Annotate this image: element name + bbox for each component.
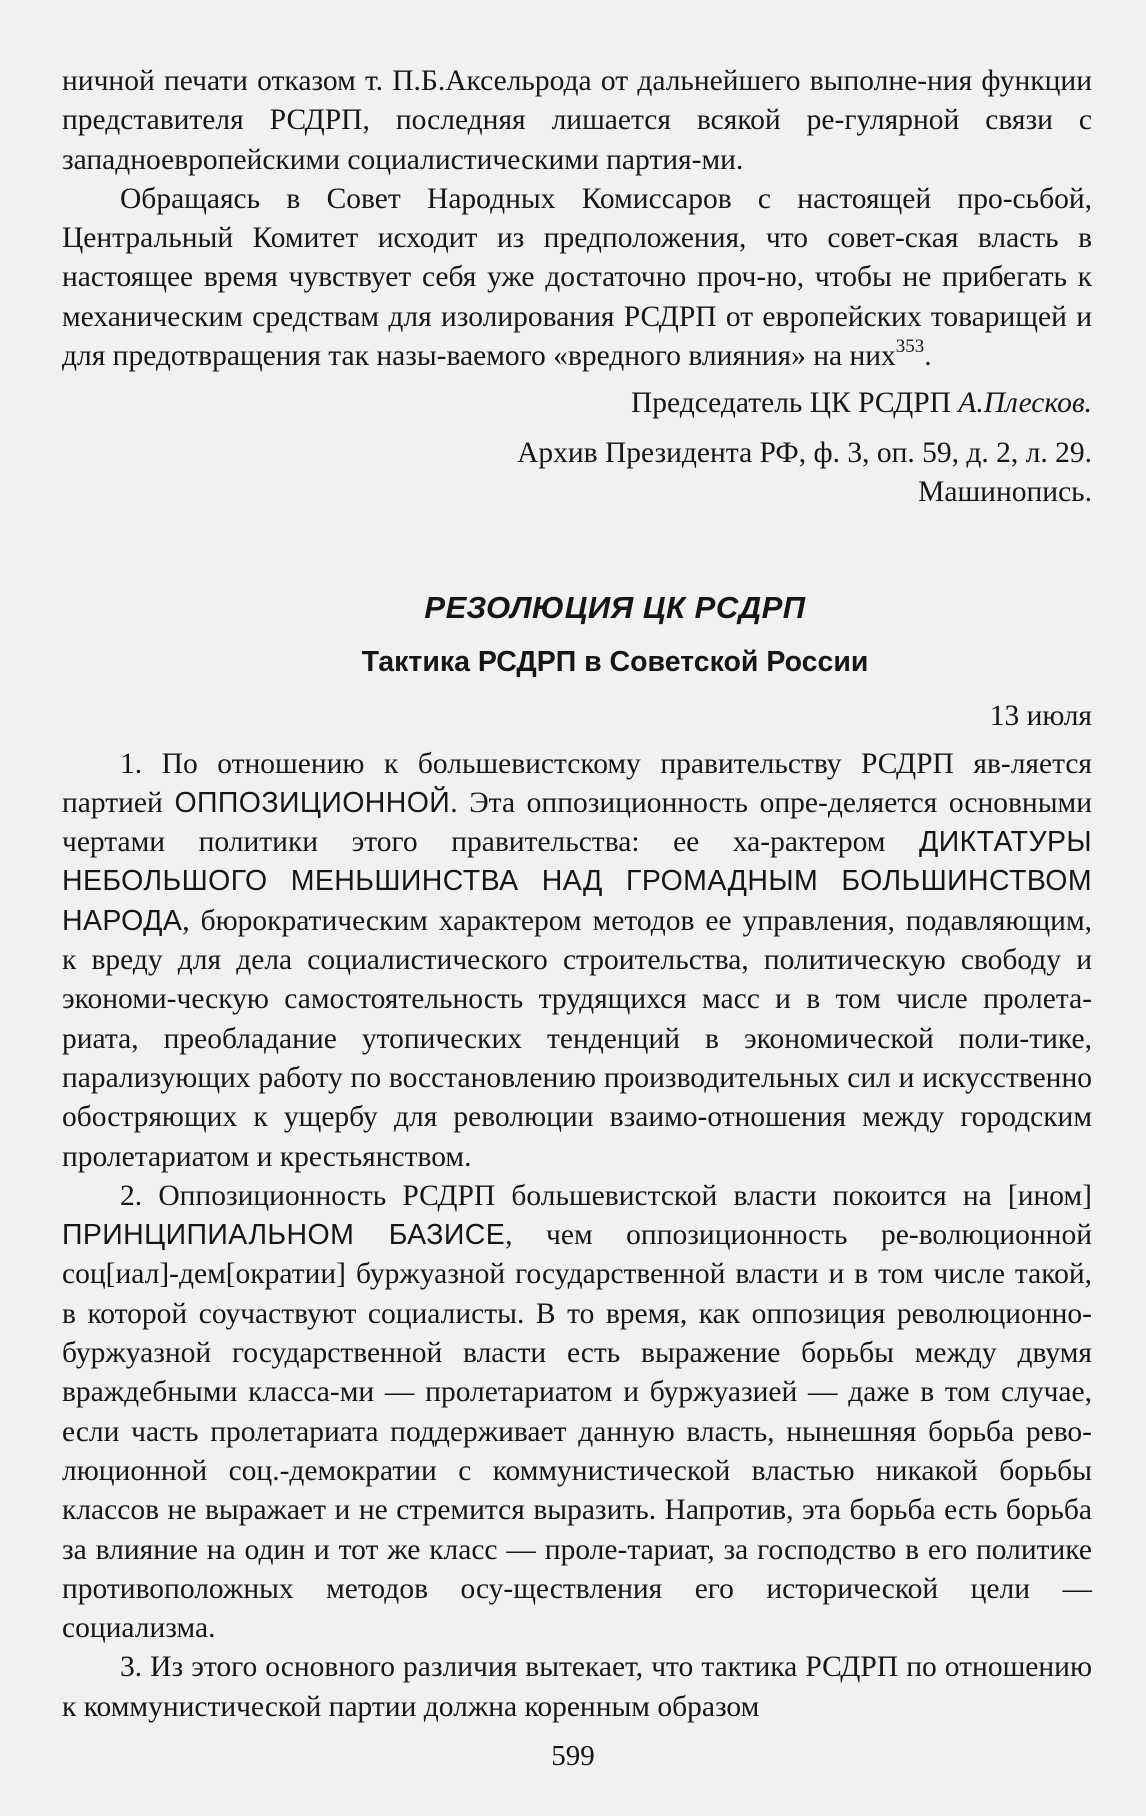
signature [62, 384, 1092, 423]
page-number: 599 [551, 1740, 595, 1772]
intro-paragraph-2 [62, 180, 1092, 376]
resolution-subtitle: Тактика РСДРП в Советской России [361, 646, 869, 679]
resolution-title: РЕЗОЛЮЦИЯ ЦК РСДРП [424, 590, 806, 626]
item-1-text-a: 1. По отношению к большевистскому правительству РСДРП яв-ляется партией [62, 747, 1092, 819]
signature-prefix: Председатель ЦК РСДРП [630, 387, 959, 420]
document-page [62, 62, 1092, 1727]
resolution-date: 13 июля [989, 700, 1092, 733]
archive-type: Машинопись. [918, 475, 1092, 508]
item-1-caps-2: ДИКТАТУРЫ НЕБОЛЬШОГО МЕНЬШИНСТВА НАД ГРОМАДНЫМ БОЛЬШИНСТВОМ НАРОДА [62, 826, 1092, 937]
item-1-text-c: , бюрократическим характером методов ее управления, подавляющим, к вреду для дела социалистического строительства, политическую свободу и экономи-ческую самостоятельность трудящихся масс и в том числе пролета-риата, преобладание утопических тенденций в экономической поли-тике, парализующих работу по восстановлению производительных сил и искусственно обостряющих к ущербу для революции взаимо-отношения между городским пролетариатом и крестьянством. [62, 904, 1092, 1173]
item-2-text-b: , чем оппозиционность ре-волюционной соц[иал]-дем[ократии] буржуазной государственной власти и в том числе такой, в которой соучаствуют социалисты. В то время, как оппозиция революционно-буржуазной государственной власти есть выражение борьбы между двумя враждебными класса-ми — пролетариатом и буржуазией — даже в том случае, если часть пролетариата поддерживает данную власть, нынешняя борьба рево-люционной соц.-демократии с коммунистической властью никакой борьбы классов не выражает и не стремится выразить. Напротив, эта борьба есть борьба за влияние на один и тот же класс — проле-тариат, за господство в его политике противоположных методов осу-ществления его исторической цели — социализма. [62, 1219, 1092, 1645]
intro-paragraph-1: ничной печати отказом т. П.Б.Аксельрода от дальнейшего выполне-ния функции представителя РСДРП, последняя лишается всякой ре-гулярной связи с западноевропейскими социалистическими партия-ми. [62, 65, 1092, 176]
item-1-text-b: . Эта оппозиционность опре-деляется основными чертами политики этого правительства: ее ха-рактером [62, 786, 1092, 859]
resolution-item-3: 3. Из этого основного различия вытекает, что тактика РСДРП по отношению к коммунистической партии должна коренным образом [62, 1651, 1092, 1723]
footnote-marker: 353 [895, 336, 925, 358]
resolution-item-2 [62, 1177, 1092, 1649]
intro-paragraph-2-end: . [924, 340, 932, 373]
intro-paragraph-2-text: Обращаясь в Совет Народных Комиссаров с настоящей про-сьбой, Центральный Комитет исходит из предположения, что совет-ская власть в настоящее время чувствует себя уже достаточно проч-но, чтобы не прибегать к механическим средствам для изолирования РСДРП от европейских товарищей и для предотвращения так назы-ваемого «вредного влияния» на них [62, 182, 1092, 373]
item-2-caps: ПРИНЦИПИАЛЬНОМ БАЗИСЕ [62, 1219, 506, 1252]
item-1-caps-1: ОППОЗИЦИОННОЙ [174, 786, 451, 819]
archive-reference: Архив Президента РФ, ф. 3, оп. 59, д. 2, л. 29. [517, 436, 1092, 469]
signature-name: А.Плесков. [958, 387, 1092, 420]
resolution-item-1 [62, 745, 1092, 1177]
item-2-text-a: 2. Оппозиционность РСДРП большевистской власти покоится на [ином] [120, 1179, 1092, 1212]
